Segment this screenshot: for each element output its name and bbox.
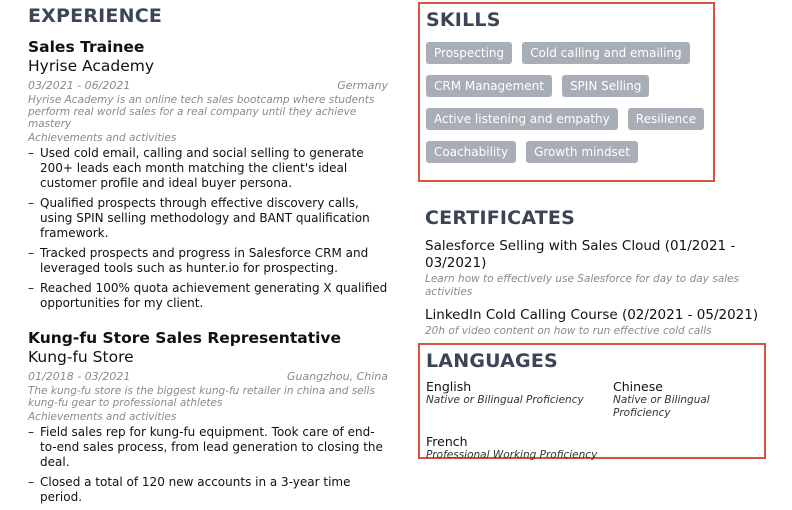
- certificates-heading: CERTIFICATES: [425, 207, 575, 229]
- job-dates: 01/2018 - 03/2021: [28, 370, 131, 383]
- skill-tag: Growth mindset: [526, 141, 638, 163]
- achievements-label: Achievements and activities: [28, 132, 177, 144]
- language-entry: [613, 379, 763, 420]
- certificate-entry: [425, 238, 785, 299]
- language-entry: [426, 379, 613, 420]
- job-company: Hyrise Academy: [28, 57, 155, 75]
- skill-tag-list: [426, 42, 707, 163]
- skills-section: [418, 2, 715, 182]
- language-name: French: [426, 434, 468, 449]
- certificate-entry: [425, 307, 785, 338]
- skill-tag: Prospecting: [426, 42, 512, 64]
- achievement-list: [28, 425, 388, 505]
- skill-tag: Active listening and empathy: [426, 108, 618, 130]
- job-description: The kung-fu store is the biggest kung-fu retailer in china and sells kung-fu gear to professional athletes: [28, 385, 375, 409]
- language-level: Professional Working Proficiency: [426, 449, 598, 461]
- language-level: Native or Bilingual Proficiency: [613, 394, 710, 419]
- certificate-name: LinkedIn Cold Calling Course (02/2021 - 05/2021): [425, 307, 759, 323]
- job-location: Guangzhou, China: [286, 370, 388, 383]
- skill-tag: SPIN Selling: [562, 75, 649, 97]
- job-entry: [28, 38, 388, 311]
- language-name: English: [426, 379, 472, 394]
- skill-tag: CRM Management: [426, 75, 552, 97]
- language-list: [426, 379, 758, 462]
- achievement-item: – Field sales rep for kung-fu equipment. Took care of end-to-end sales process, from lead generation to closing the deal.: [28, 425, 388, 470]
- achievements-label: Achievements and activities: [28, 411, 177, 423]
- certificate-name: Salesforce Selling with Sales Cloud (01/2021 - 03/2021): [425, 238, 736, 271]
- job-meta: [28, 370, 388, 383]
- languages-heading: LANGUAGES: [426, 350, 558, 372]
- language-level: Native or Bilingual Proficiency: [426, 394, 584, 406]
- job-meta: [28, 79, 388, 92]
- achievement-item: – Tracked prospects and progress in Salesforce CRM and leveraged tools such as hunter.io for prospecting.: [28, 246, 388, 276]
- language-name: Chinese: [613, 379, 663, 394]
- certificates-section: [425, 206, 785, 338]
- language-entry: [426, 434, 613, 462]
- certificate-description: Learn how to effectively use Salesforce for day to day sales activities: [425, 273, 739, 298]
- skill-tag: Cold calling and emailing: [522, 42, 690, 64]
- achievement-item: – Qualified prospects through effective discovery calls, using SPIN selling methodology and BANT qualification framework.: [28, 196, 388, 241]
- job-role: Kung-fu Store Sales Representative: [28, 329, 342, 347]
- job-description: Hyrise Academy is an online tech sales bootcamp where students perform real world sales for a real company until they achieve mastery: [28, 94, 375, 130]
- skill-tag: Coachability: [426, 141, 516, 163]
- skill-tag: Resilience: [628, 108, 704, 130]
- certificate-description: 20h of video content on how to run effective cold calls: [425, 325, 712, 337]
- experience-heading: EXPERIENCE: [28, 5, 163, 27]
- experience-section: [28, 4, 388, 510]
- job-role: Sales Trainee: [28, 38, 145, 56]
- job-location: Germany: [337, 79, 388, 92]
- achievement-item: – Used cold email, calling and social selling to generate 200+ leads each month matching the client's ideal customer profile and ideal buyer persona.: [28, 146, 388, 191]
- job-entry: [28, 329, 388, 505]
- achievement-list: [28, 146, 388, 311]
- achievement-item: – Closed a total of 120 new accounts in a 3-year time period.: [28, 475, 388, 505]
- job-company: Kung-fu Store: [28, 348, 134, 366]
- job-dates: 03/2021 - 06/2021: [28, 79, 131, 92]
- languages-section: [418, 343, 766, 459]
- skills-heading: SKILLS: [426, 9, 501, 31]
- achievement-item: – Reached 100% quota achievement generating X qualified opportunities for my client.: [28, 281, 388, 311]
